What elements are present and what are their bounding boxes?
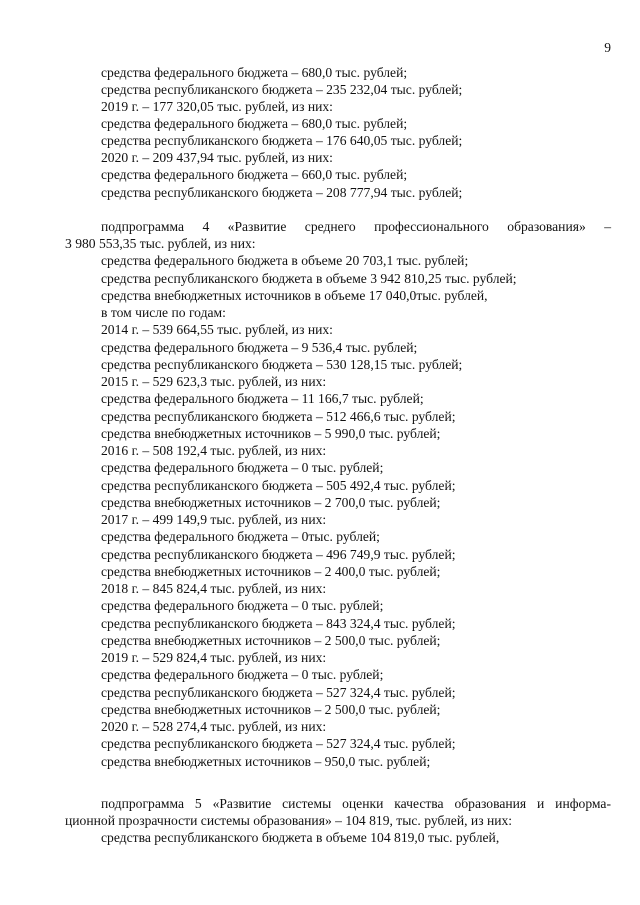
text-line: 2016 г. – 508 192,4 тыс. рублей, из них: [101,443,327,458]
text-line: средства внебюджетных источников – 2 500,0 тыс. рублей; [101,633,441,648]
text-line: средства федерального бюджета – 680,0 тыс. рублей; [101,116,408,131]
text-line: средства республиканского бюджета – 530 128,15 тыс. рублей; [101,357,463,372]
text-line: 2014 г. – 539 664,55 тыс. рублей, из них: [101,322,333,337]
subprogram5-heading: подпрограмма 5 «Развитие системы оценки качества образования и информа- [101,796,611,811]
text-line: средства республиканского бюджета – 843 324,4 тыс. рублей; [101,616,456,631]
text-line: средства внебюджетных источников – 2 400,0 тыс. рублей; [101,564,441,579]
text-line: 2020 г. – 209 437,94 тыс. рублей, из них: [101,150,333,165]
text-line: средства республиканского бюджета – 235 232,04 тыс. рублей; [101,82,463,97]
text-line: средства внебюджетных источников в объеме 17 040,0тыс. рублей, [101,288,488,303]
text-line: средства федерального бюджета – 680,0 тыс. рублей; [101,65,408,80]
text-line: средства республиканского бюджета – 496 749,9 тыс. рублей; [101,547,456,562]
text-line: 2019 г. – 177 320,05 тыс. рублей, из них: [101,99,333,114]
text-line: в том числе по годам: [101,305,226,320]
text-line: средства федерального бюджета – 0тыс. рублей; [101,529,380,544]
subprogram5-total: ционной прозрачности системы образования» – 104 819, тыс. рублей, из них: [65,813,513,828]
text-line: 2015 г. – 529 623,3 тыс. рублей, из них: [101,374,327,389]
text-line: средства республиканского бюджета – 176 640,05 тыс. рублей; [101,133,463,148]
subprogram4-total: 3 980 553,35 тыс. рублей, из них: [65,236,256,251]
text-line: 2020 г. – 528 274,4 тыс. рублей, из них: [101,719,327,734]
text-line: средства федерального бюджета – 11 166,7 тыс. рублей; [101,391,424,406]
text-line: средства республиканского бюджета – 512 466,6 тыс. рублей; [101,409,456,424]
text-line: средства внебюджетных источников – 2 700,0 тыс. рублей; [101,495,441,510]
text-line: средства внебюджетных источников – 950,0 тыс. рублей; [101,754,431,769]
text-line: средства федерального бюджета в объеме 20 703,1 тыс. рублей; [101,253,469,268]
text-line: средства республиканского бюджета – 527 324,4 тыс. рублей; [101,685,456,700]
subprogram4-heading: подпрограмма 4 «Развитие среднего профессионального образования» – [101,219,611,234]
text-line: 2017 г. – 499 149,9 тыс. рублей, из них: [101,512,327,527]
text-line: средства республиканского бюджета в объеме 3 942 810,25 тыс. рублей; [101,271,517,286]
text-line: средства республиканского бюджета – 208 777,94 тыс. рублей; [101,185,463,200]
text-line: средства внебюджетных источников – 5 990,0 тыс. рублей; [101,426,441,441]
text-line: средства республиканского бюджета – 505 492,4 тыс. рублей; [101,478,456,493]
text-line: средства федерального бюджета – 0 тыс. рублей; [101,598,384,613]
text-line: средства федерального бюджета – 660,0 тыс. рублей; [101,167,408,182]
text-line: средства республиканского бюджета в объеме 104 819,0 тыс. рублей, [101,830,500,845]
text-line: средства внебюджетных источников – 2 500,0 тыс. рублей; [101,702,441,717]
text-line: средства республиканского бюджета – 527 324,4 тыс. рублей; [101,736,456,751]
text-line: средства федерального бюджета – 0 тыс. рублей; [101,667,384,682]
page-number: 9 [604,40,611,55]
text-line: средства федерального бюджета – 9 536,4 тыс. рублей; [101,340,418,355]
text-line: 2019 г. – 529 824,4 тыс. рублей, из них: [101,650,327,665]
text-line: 2018 г. – 845 824,4 тыс. рублей, из них: [101,581,327,596]
text-line: средства федерального бюджета – 0 тыс. рублей; [101,460,384,475]
